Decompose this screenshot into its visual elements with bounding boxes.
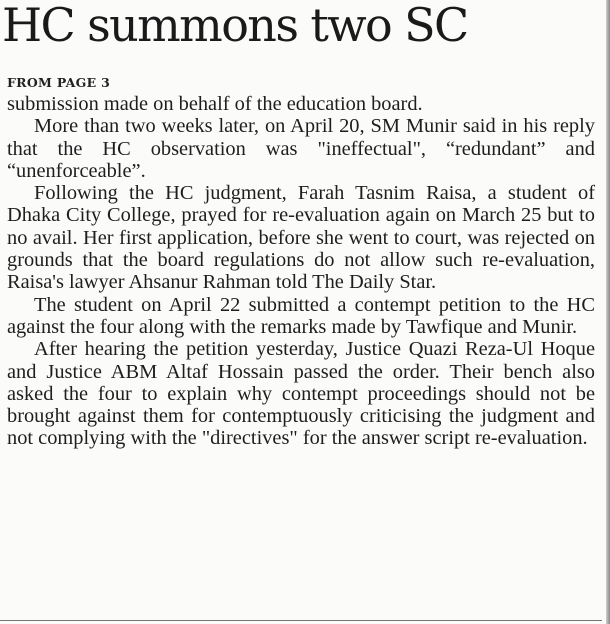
bottom-rule — [0, 620, 602, 621]
paragraph-contempt-petition: The student on April 22 submitted a contempt petition to the HC against the four along with the remarks made by Tawfique and Munir. — [7, 293, 595, 338]
jump-label: FROM PAGE 3 — [7, 75, 111, 90]
headline: HC summons two SC — [2, 0, 468, 52]
paragraph-continuation: submission made on behalf of the education board. — [7, 93, 423, 115]
article-body — [7, 93, 595, 450]
paragraph-hearing: After hearing the petition yesterday, Justice Quazi Reza-Ul Hoque and Justice ABM Altaf Hossain passed the order. Their bench also asked the four to explain why contempt proceedings should not be brought against them for contemptuously criticising the judgment and not complying with the "directives" for the answer script re-evaluation. — [7, 338, 595, 450]
paragraph-munir-reply: More than two weeks later, on April 20, SM Munir said in his reply that the HC observation was "ineffectual", “redundant” and “unenforceable”. — [7, 115, 595, 182]
paragraph-raisa: Following the HC judgment, Farah Tasnim Raisa, a student of Dhaka City College, prayed for re-evaluation again on March 25 but to no avail. Her first application, before she went to court, was rejected on grounds that the board regulations do not allow such re-evaluation, Raisa's lawyer Ahsanur Rahman told The Daily Star. — [7, 182, 595, 294]
right-border — [606, 0, 610, 624]
